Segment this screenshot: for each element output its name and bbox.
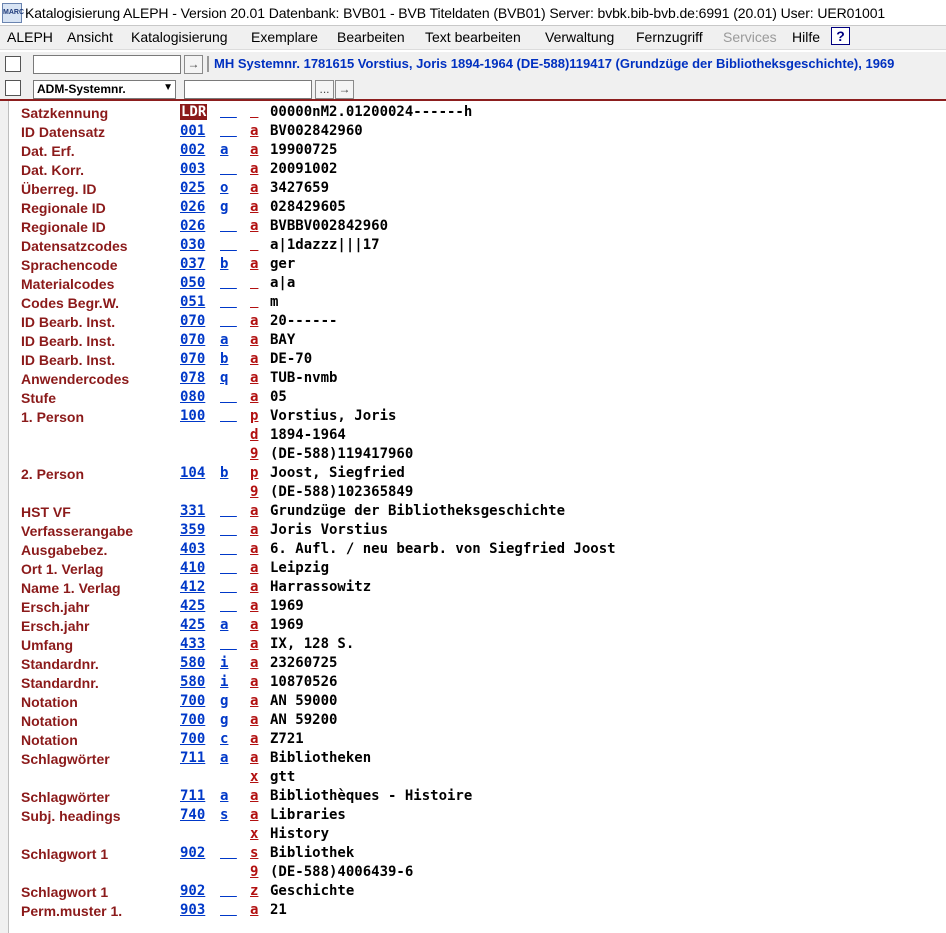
- field-tag[interactable]: 580: [180, 655, 206, 671]
- menu-bearbeiten[interactable]: Bearbeiten: [337, 29, 405, 45]
- field-row[interactable]: [12, 674, 946, 693]
- field-row[interactable]: [12, 465, 946, 484]
- field-value[interactable]: Grundzüge der Bibliotheksgeschichte: [270, 503, 566, 519]
- field-row[interactable]: [12, 864, 946, 883]
- field-indicator[interactable]: b: [220, 351, 229, 367]
- field-subfield[interactable]: 9: [250, 864, 259, 880]
- index-select[interactable]: [33, 80, 176, 99]
- field-label: Ort 1. Verlag: [21, 561, 104, 577]
- field-indicator[interactable]: b: [220, 465, 229, 481]
- field-value[interactable]: m: [270, 294, 279, 310]
- field-tag[interactable]: 050: [180, 275, 206, 291]
- field-subfield[interactable]: a: [250, 541, 259, 557]
- field-subfield-blank[interactable]: [250, 294, 258, 310]
- field-tag[interactable]: 002: [180, 142, 206, 158]
- menu-hilfe[interactable]: Hilfe: [792, 29, 821, 45]
- toolbar-divider: [207, 56, 209, 72]
- field-indicator-blank[interactable]: [220, 161, 237, 177]
- field-indicator[interactable]: g: [220, 712, 229, 728]
- field-row[interactable]: [12, 104, 946, 123]
- field-tag[interactable]: 425: [180, 617, 206, 633]
- field-label: Datensatzcodes: [21, 238, 128, 254]
- field-value[interactable]: Bibliothèques - Histoire: [270, 788, 473, 804]
- field-value[interactable]: Libraries: [270, 807, 346, 823]
- field-subfield[interactable]: a: [250, 693, 259, 709]
- field-value[interactable]: 23260725: [270, 655, 338, 671]
- field-subfield[interactable]: x: [250, 826, 259, 842]
- field-label: Standardnr.: [21, 656, 99, 672]
- field-tag[interactable]: 051: [180, 294, 206, 310]
- title-bar: [0, 0, 946, 26]
- index-go-arrow-button[interactable]: →: [335, 80, 354, 99]
- field-label: Dat. Erf.: [21, 143, 75, 159]
- help-question-icon[interactable]: ?: [831, 27, 850, 45]
- field-row[interactable]: [12, 427, 946, 446]
- field-subfield[interactable]: p: [250, 408, 259, 424]
- field-label: Schlagwort 1: [21, 846, 109, 862]
- field-tag[interactable]: 001: [180, 123, 206, 139]
- keyboard-icon[interactable]: [5, 56, 21, 72]
- field-row[interactable]: [12, 712, 946, 731]
- menu-text-bearbeiten[interactable]: Text bearbeiten: [425, 29, 521, 45]
- field-indicator-blank[interactable]: [220, 541, 237, 557]
- field-value[interactable]: DE-70: [270, 351, 313, 367]
- field-value[interactable]: BVBBV002842960: [270, 218, 389, 234]
- field-subfield-blank[interactable]: [250, 104, 258, 120]
- menu-fernzugriff[interactable]: Fernzugriff: [636, 29, 703, 45]
- browse-button[interactable]: ...: [315, 80, 334, 99]
- field-tag[interactable]: 003: [180, 161, 206, 177]
- field-value[interactable]: IX, 128 S.: [270, 636, 355, 652]
- field-value[interactable]: 1969: [270, 617, 304, 633]
- field-label: Stufe: [21, 390, 56, 406]
- field-tag[interactable]: 433: [180, 636, 206, 652]
- field-label: Name 1. Verlag: [21, 580, 121, 596]
- field-value[interactable]: Z721: [270, 731, 304, 747]
- index-input[interactable]: [184, 80, 312, 99]
- menu-aleph[interactable]: ALEPH: [7, 29, 53, 45]
- field-row[interactable]: [12, 389, 946, 408]
- field-row[interactable]: [12, 237, 946, 256]
- field-tag[interactable]: 700: [180, 731, 206, 747]
- field-row[interactable]: [12, 769, 946, 788]
- field-tag[interactable]: 331: [180, 503, 206, 519]
- field-tag[interactable]: 711: [180, 788, 206, 804]
- window-title: Katalogisierung ALEPH - Version 20.01 Datenbank: BVB01 - BVB Titeldaten (BVB01) Server: bvbk.bib-bvb.de:6991 (20.01) User: UER01001: [25, 5, 886, 21]
- field-subfield[interactable]: z: [250, 883, 259, 899]
- field-row[interactable]: [12, 256, 946, 275]
- field-tag[interactable]: 070: [180, 313, 206, 329]
- field-value[interactable]: 00000nM2.01200024------h: [270, 104, 473, 120]
- field-row[interactable]: [12, 275, 946, 294]
- field-row[interactable]: [12, 503, 946, 522]
- record-header-text: MH Systemnr. 1781615 Vorstius, Joris 1894-1964 (DE-588)119417 (Grundzüge der Bibliotheksgeschichte), 1969: [214, 56, 895, 71]
- field-indicator-blank[interactable]: [220, 560, 237, 576]
- field-value[interactable]: Bibliothek: [270, 845, 355, 861]
- field-value[interactable]: gtt: [270, 769, 296, 785]
- field-value[interactable]: 6. Aufl. / neu bearb. von Siegfried Joost: [270, 541, 616, 557]
- field-tag[interactable]: 025: [180, 180, 206, 196]
- field-row[interactable]: [12, 484, 946, 503]
- field-subfield[interactable]: 9: [250, 446, 259, 462]
- field-subfield[interactable]: a: [250, 674, 259, 690]
- field-indicator[interactable]: a: [220, 788, 229, 804]
- field-row[interactable]: [12, 351, 946, 370]
- field-row[interactable]: [12, 655, 946, 674]
- field-value[interactable]: a|a: [270, 275, 296, 291]
- field-value[interactable]: 20------: [270, 313, 338, 329]
- field-value[interactable]: 3427659: [270, 180, 330, 196]
- field-value[interactable]: 028429605: [270, 199, 346, 215]
- field-label: 2. Person: [21, 466, 85, 482]
- field-row[interactable]: [12, 142, 946, 161]
- field-row[interactable]: [12, 332, 946, 351]
- field-subfield[interactable]: a: [250, 712, 259, 728]
- field-row[interactable]: [12, 123, 946, 142]
- field-value[interactable]: 19900725: [270, 142, 338, 158]
- left-margin-bar: [0, 101, 9, 933]
- field-indicator-blank[interactable]: [220, 313, 237, 329]
- field-label: Verfasserangabe: [21, 523, 134, 539]
- field-indicator[interactable]: a: [220, 332, 229, 348]
- field-indicator[interactable]: s: [220, 807, 229, 823]
- field-subfield[interactable]: a: [250, 180, 259, 196]
- menu-katalogisierung[interactable]: Katalogisierung: [131, 29, 228, 45]
- field-tag[interactable]: 070: [180, 332, 206, 348]
- field-row[interactable]: [12, 845, 946, 864]
- field-subfield[interactable]: a: [250, 655, 259, 671]
- field-label: Notation: [21, 713, 78, 729]
- field-row[interactable]: [12, 807, 946, 826]
- field-indicator[interactable]: a: [220, 142, 229, 158]
- field-tag[interactable]: 711: [180, 750, 206, 766]
- field-subfield[interactable]: x: [250, 769, 259, 785]
- field-indicator-blank[interactable]: [220, 104, 237, 120]
- field-subfield[interactable]: a: [250, 750, 259, 766]
- field-tag[interactable]: 100: [180, 408, 206, 424]
- field-tag[interactable]: 026: [180, 199, 206, 215]
- field-subfield[interactable]: a: [250, 389, 259, 405]
- field-indicator-blank[interactable]: [220, 218, 237, 234]
- field-label: Sprachencode: [21, 257, 118, 273]
- field-subfield[interactable]: a: [250, 503, 259, 519]
- field-subfield[interactable]: a: [250, 617, 259, 633]
- field-value[interactable]: (DE-588)4006439-6: [270, 864, 414, 880]
- field-subfield[interactable]: a: [250, 256, 259, 272]
- field-indicator[interactable]: a: [220, 750, 229, 766]
- field-tag[interactable]: 403: [180, 541, 206, 557]
- field-tag[interactable]: 359: [180, 522, 206, 538]
- field-label: Standardnr.: [21, 675, 99, 691]
- field-row[interactable]: [12, 826, 946, 845]
- field-subfield[interactable]: a: [250, 902, 259, 918]
- field-subfield[interactable]: s: [250, 845, 259, 861]
- field-row[interactable]: [12, 731, 946, 750]
- field-label: Ausgabebez.: [21, 542, 108, 558]
- field-tag[interactable]: 078: [180, 370, 206, 386]
- field-subfield[interactable]: a: [250, 351, 259, 367]
- field-subfield[interactable]: a: [250, 370, 259, 386]
- field-label: Regionale ID: [21, 200, 106, 216]
- field-label: Satzkennung: [21, 105, 109, 121]
- copy-icon[interactable]: [5, 80, 21, 96]
- field-row[interactable]: [12, 560, 946, 579]
- field-value[interactable]: 21: [270, 902, 287, 918]
- field-value[interactable]: AN 59200: [270, 712, 338, 728]
- field-tag[interactable]: 425: [180, 598, 206, 614]
- field-subfield[interactable]: a: [250, 123, 259, 139]
- field-label: ID Bearb. Inst.: [21, 314, 116, 330]
- field-tag[interactable]: 410: [180, 560, 206, 576]
- field-subfield[interactable]: a: [250, 731, 259, 747]
- field-value[interactable]: Joris Vorstius: [270, 522, 389, 538]
- field-value[interactable]: a|1dazzz|||17: [270, 237, 380, 253]
- field-indicator-blank[interactable]: [220, 598, 237, 614]
- field-row[interactable]: [12, 408, 946, 427]
- field-value[interactable]: 20091002: [270, 161, 338, 177]
- field-row[interactable]: [12, 617, 946, 636]
- field-value[interactable]: Leipzig: [270, 560, 330, 576]
- field-row[interactable]: [12, 199, 946, 218]
- field-label: Schlagwörter: [21, 751, 110, 767]
- field-value[interactable]: Vorstius, Joris: [270, 408, 397, 424]
- field-value[interactable]: 1894-1964: [270, 427, 346, 443]
- field-indicator[interactable]: g: [220, 693, 229, 709]
- field-label: Notation: [21, 732, 78, 748]
- field-tag[interactable]: LDR: [181, 104, 207, 120]
- field-subfield[interactable]: a: [250, 332, 259, 348]
- field-indicator-blank[interactable]: [220, 503, 237, 519]
- field-row[interactable]: [12, 883, 946, 902]
- field-row[interactable]: [12, 750, 946, 769]
- field-label: Notation: [21, 694, 78, 710]
- field-indicator-blank[interactable]: [220, 845, 237, 861]
- field-row[interactable]: [12, 218, 946, 237]
- field-row[interactable]: [12, 636, 946, 655]
- field-label: Umfang: [21, 637, 74, 653]
- field-value[interactable]: Joost, Siegfried: [270, 465, 405, 481]
- field-indicator-blank[interactable]: [220, 237, 237, 253]
- field-indicator[interactable]: i: [220, 655, 229, 671]
- field-tag[interactable]: 580: [180, 674, 206, 690]
- field-row[interactable]: [12, 522, 946, 541]
- field-value[interactable]: TUB-nvmb: [270, 370, 338, 386]
- field-indicator-blank[interactable]: [220, 902, 237, 918]
- field-subfield[interactable]: a: [250, 636, 259, 652]
- field-tag[interactable]: 903: [180, 902, 206, 918]
- field-value[interactable]: 10870526: [270, 674, 338, 690]
- field-indicator-blank[interactable]: [220, 389, 237, 405]
- field-tag[interactable]: 740: [180, 807, 206, 823]
- field-tag[interactable]: 412: [180, 579, 206, 595]
- field-subfield-blank[interactable]: [250, 275, 258, 291]
- field-tag[interactable]: 104: [180, 465, 206, 481]
- field-label: Perm.muster 1.: [21, 903, 123, 919]
- field-label: 1. Person: [21, 409, 85, 425]
- field-label: Codes Begr.W.: [21, 295, 120, 311]
- field-label: Überreg. ID: [21, 181, 97, 197]
- field-subfield-blank[interactable]: [250, 237, 258, 253]
- field-value[interactable]: 05: [270, 389, 287, 405]
- search-input[interactable]: [33, 55, 181, 74]
- menu-services: Services: [723, 29, 777, 45]
- menu-bar: [0, 26, 946, 50]
- field-label: ID Bearb. Inst.: [21, 352, 116, 368]
- field-row[interactable]: [12, 902, 946, 921]
- field-subfield[interactable]: a: [250, 788, 259, 804]
- field-value[interactable]: Bibliotheken: [270, 750, 372, 766]
- marc-app-icon: MARC: [2, 3, 22, 23]
- field-row[interactable]: [12, 693, 946, 712]
- field-subfield[interactable]: a: [250, 218, 259, 234]
- catalog-record: [12, 104, 946, 921]
- field-value[interactable]: Harrassowitz: [270, 579, 372, 595]
- field-indicator[interactable]: c: [220, 731, 229, 747]
- field-indicator-blank[interactable]: [220, 522, 237, 538]
- field-row[interactable]: [12, 313, 946, 332]
- field-tag[interactable]: 037: [180, 256, 206, 272]
- field-label: Ersch.jahr: [21, 618, 90, 634]
- field-subfield[interactable]: a: [250, 579, 259, 595]
- field-indicator-blank[interactable]: [220, 636, 237, 652]
- field-row[interactable]: [12, 579, 946, 598]
- field-indicator[interactable]: i: [220, 674, 229, 690]
- field-indicator[interactable]: b: [220, 256, 229, 272]
- field-indicator[interactable]: g: [220, 199, 229, 215]
- field-value[interactable]: History: [270, 826, 330, 842]
- field-row[interactable]: [12, 180, 946, 199]
- field-value[interactable]: (DE-588)119417960: [270, 446, 414, 462]
- field-indicator-blank[interactable]: [220, 123, 237, 139]
- field-row[interactable]: [12, 788, 946, 807]
- field-row[interactable]: [12, 161, 946, 180]
- index-select-value: ADM-Systemnr.: [37, 82, 126, 96]
- field-label: Dat. Korr.: [21, 162, 85, 178]
- field-indicator-blank[interactable]: [220, 275, 237, 291]
- field-subfield[interactable]: a: [250, 598, 259, 614]
- field-label: Ersch.jahr: [21, 599, 90, 615]
- field-row[interactable]: [12, 370, 946, 389]
- field-subfield[interactable]: a: [250, 807, 259, 823]
- field-label: ID Bearb. Inst.: [21, 333, 116, 349]
- field-label: ID Datensatz: [21, 124, 106, 140]
- field-indicator-blank[interactable]: [220, 579, 237, 595]
- field-tag[interactable]: 070: [180, 351, 206, 367]
- field-subfield[interactable]: a: [250, 560, 259, 576]
- field-tag[interactable]: 700: [180, 712, 206, 728]
- field-tag[interactable]: 700: [180, 693, 206, 709]
- menu-verwaltung[interactable]: Verwaltung: [545, 29, 615, 45]
- field-tag[interactable]: 902: [180, 845, 206, 861]
- field-value[interactable]: 1969: [270, 598, 304, 614]
- chevron-down-icon: ▼: [163, 82, 173, 93]
- field-tag[interactable]: 080: [180, 389, 206, 405]
- field-row[interactable]: [12, 541, 946, 560]
- field-subfield[interactable]: a: [250, 142, 259, 158]
- field-label: Schlagwort 1: [21, 884, 109, 900]
- field-label: Regionale ID: [21, 219, 106, 235]
- field-indicator-blank[interactable]: [220, 883, 237, 899]
- field-subfield[interactable]: a: [250, 199, 259, 215]
- field-tag[interactable]: 026: [180, 218, 206, 234]
- field-value[interactable]: ger: [270, 256, 296, 272]
- field-row[interactable]: [12, 446, 946, 465]
- field-indicator-blank[interactable]: [220, 294, 237, 310]
- menu-ansicht[interactable]: Ansicht: [67, 29, 113, 45]
- field-value[interactable]: Geschichte: [270, 883, 355, 899]
- field-subfield[interactable]: a: [250, 161, 259, 177]
- field-indicator[interactable]: q: [220, 370, 229, 386]
- field-subfield[interactable]: 9: [250, 484, 259, 500]
- field-indicator-blank[interactable]: [220, 408, 237, 424]
- field-value[interactable]: BV002842960: [270, 123, 363, 139]
- field-label: Subj. headings: [21, 808, 121, 824]
- field-subfield[interactable]: a: [250, 313, 259, 329]
- field-indicator[interactable]: a: [220, 617, 229, 633]
- field-tag[interactable]: 902: [180, 883, 206, 899]
- field-label: Materialcodes: [21, 276, 115, 292]
- field-indicator[interactable]: o: [220, 180, 229, 196]
- field-label: Anwendercodes: [21, 371, 130, 387]
- field-subfield[interactable]: p: [250, 465, 259, 481]
- field-tag[interactable]: 030: [180, 237, 206, 253]
- field-subfield[interactable]: a: [250, 522, 259, 538]
- menu-exemplare[interactable]: Exemplare: [251, 29, 318, 45]
- field-subfield[interactable]: d: [250, 427, 259, 443]
- field-value[interactable]: BAY: [270, 332, 296, 348]
- field-row[interactable]: [12, 598, 946, 617]
- field-value[interactable]: (DE-588)102365849: [270, 484, 414, 500]
- field-label: HST VF: [21, 504, 71, 520]
- field-row[interactable]: [12, 294, 946, 313]
- go-arrow-button[interactable]: →: [184, 55, 203, 74]
- field-label: Schlagwörter: [21, 789, 110, 805]
- field-value[interactable]: AN 59000: [270, 693, 338, 709]
